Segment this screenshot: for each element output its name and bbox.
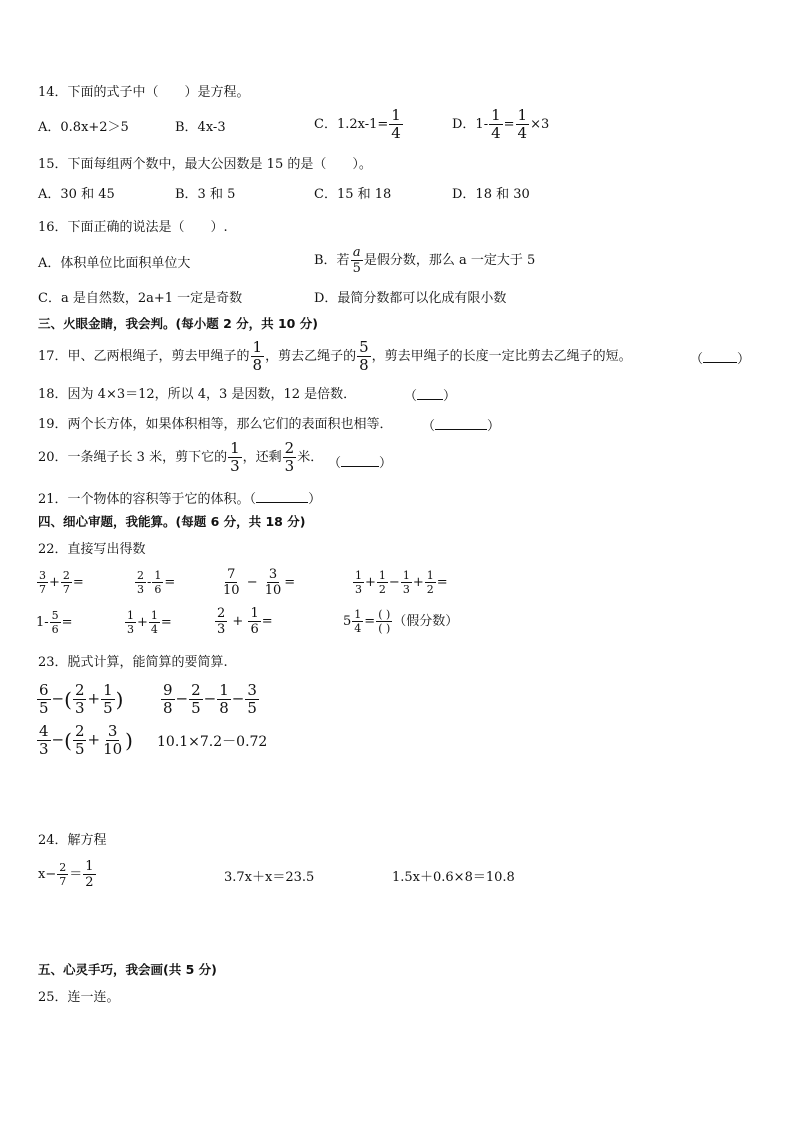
- denominator: 8: [163, 699, 173, 717]
- fraction: [37, 724, 51, 757]
- denominator: 7: [62, 583, 70, 596]
- denominator: 5: [191, 699, 201, 717]
- equals: =: [61, 615, 73, 630]
- fraction: [149, 610, 160, 635]
- fraction: [217, 683, 231, 716]
- section-5-title: 五、心灵手巧，我会画(共 5 分): [38, 962, 217, 977]
- numerator: 1: [230, 439, 240, 457]
- numerator: 1: [103, 681, 113, 699]
- q14-option-c: [314, 108, 404, 141]
- section-4-title: 四、细心审题，我能算。(每题 6 分，共 18 分): [38, 514, 306, 529]
- numerator: 3: [268, 567, 278, 582]
- q14-option-b: B．4x-3: [175, 120, 226, 135]
- numerator: 3: [247, 681, 257, 699]
- fraction: [401, 570, 412, 595]
- denominator: 6: [154, 583, 162, 596]
- denominator: 3: [127, 623, 134, 636]
- blank-line[interactable]: [341, 455, 379, 467]
- operator: +: [49, 575, 60, 590]
- q20-text-tail: 米．: [297, 450, 324, 465]
- operator: −: [203, 689, 217, 708]
- denominator: 3: [355, 583, 362, 596]
- numerator: 1: [355, 569, 362, 582]
- q24-stem: 24．解方程: [38, 833, 107, 848]
- improper-fraction-note: （假分数）: [393, 614, 459, 629]
- fraction: [37, 683, 51, 716]
- q22-item: [214, 607, 273, 636]
- paren-left: (: [64, 687, 72, 712]
- numerator: 2: [74, 681, 85, 699]
- operator: +: [87, 689, 101, 708]
- q24-equation-1: [38, 860, 97, 889]
- q23-expression-3: [36, 724, 133, 757]
- denominator-blank[interactable]: ( ): [378, 622, 391, 635]
- fraction: [353, 570, 364, 595]
- denominator: 2: [378, 583, 386, 596]
- fraction: [489, 108, 503, 141]
- numerator: 1: [154, 569, 162, 582]
- q16-option-d: D．最简分数都可以化成有限小数: [314, 291, 507, 306]
- numerator: 3: [39, 569, 46, 582]
- paren-right: ): [125, 728, 133, 753]
- operator: −: [51, 730, 65, 749]
- operator: −: [231, 689, 245, 708]
- fraction: [215, 607, 227, 636]
- numerator: 1: [250, 606, 259, 621]
- fraction: [228, 441, 242, 474]
- q17: [38, 340, 632, 373]
- q16-option-a: A．体积单位比面积单位大: [38, 256, 191, 271]
- fraction: [377, 570, 388, 595]
- fraction: [101, 683, 115, 716]
- fraction: [61, 570, 72, 595]
- q16-option-c: C．a 是自然数，2a+1 一定是奇数: [38, 291, 243, 306]
- fraction: [135, 570, 146, 595]
- denominator: 5: [74, 740, 85, 758]
- q23-stem: 23．脱式计算，能简算的要简算.: [38, 655, 228, 670]
- paren-right: ）: [737, 352, 751, 367]
- equals: =: [364, 614, 376, 629]
- equals: =: [164, 575, 176, 590]
- q16-stem: 16．下面正确的说法是（ ）.: [38, 220, 228, 235]
- q16-b-text: B．若: [314, 253, 350, 268]
- denominator: 3: [217, 622, 226, 637]
- numerator: 1: [426, 569, 434, 582]
- fraction: [125, 610, 136, 635]
- equals: =: [284, 575, 296, 590]
- operand: 1-: [36, 615, 49, 630]
- fraction: [425, 570, 436, 595]
- q15-option-d: D．18 和 30: [452, 187, 530, 202]
- denominator: 4: [391, 124, 401, 142]
- operator: −: [246, 575, 258, 590]
- fraction: [283, 441, 297, 474]
- numerator: 2: [191, 681, 201, 699]
- fraction: [57, 862, 68, 887]
- answer-fraction-blank[interactable]: [376, 609, 392, 634]
- q21-text: 21．一个物体的容积等于它的体积。: [38, 492, 250, 507]
- numerator: 1: [150, 609, 158, 622]
- q18-answer-blank[interactable]: [404, 388, 456, 403]
- numerator: 1: [491, 106, 501, 124]
- fraction: [352, 609, 363, 634]
- fraction: [263, 568, 284, 597]
- whole-number: 5: [343, 614, 352, 629]
- denominator: 5: [352, 261, 361, 276]
- q16-option-b: [314, 246, 535, 275]
- numerator-blank[interactable]: ( ): [378, 608, 391, 621]
- q20-answer-blank[interactable]: [328, 455, 392, 470]
- q14-d-text: D．1-: [452, 117, 489, 132]
- numerator: 4: [39, 722, 49, 740]
- operator: +: [365, 575, 376, 590]
- denominator: 2: [85, 875, 94, 890]
- numerator: 6: [39, 681, 49, 699]
- operator: −: [51, 689, 65, 708]
- q17-answer-blank[interactable]: [690, 351, 750, 366]
- denominator: 2: [426, 583, 434, 596]
- q20-text-mid: ，还剩: [242, 450, 282, 465]
- denominator: 8: [359, 356, 369, 374]
- fraction: [83, 860, 95, 889]
- denominator: 4: [354, 622, 362, 635]
- q22-item: [220, 568, 295, 597]
- denominator: 5: [247, 699, 257, 717]
- operator: +: [232, 614, 244, 629]
- equals: =: [436, 575, 448, 590]
- q15-stem: 15．下面每组两个数中，最大公因数是 15 的是（ ）。: [38, 157, 372, 172]
- q17-text-mid: ，剪去乙绳子的: [265, 349, 357, 364]
- operator: −: [388, 575, 400, 590]
- paren-left: （: [690, 352, 704, 367]
- q17-text: 17．甲、乙两根绳子，剪去甲绳子的: [38, 349, 250, 364]
- denominator: 4: [150, 623, 158, 636]
- blank-line[interactable]: [417, 388, 443, 400]
- q14-stem: 14．下面的式子中（ ）是方程。: [38, 85, 250, 100]
- equals: =: [72, 575, 84, 590]
- q14-option-d: [452, 108, 549, 141]
- numerator: 1: [517, 106, 528, 124]
- numerator: 5: [359, 338, 369, 356]
- denominator: 8: [252, 356, 263, 374]
- paren-left: (: [64, 728, 72, 753]
- numerator: 9: [163, 681, 173, 699]
- q24-equation-3: 1.5x＋0.6×8＝10.8: [392, 870, 515, 885]
- q18: [38, 388, 356, 401]
- section-3-title: 三、火眼金睛，我会判。(每小题 2 分，共 10 分): [38, 316, 318, 331]
- numerator: 1: [85, 859, 94, 874]
- denominator: 5: [103, 699, 113, 717]
- q22-item: [134, 570, 175, 595]
- fraction: [351, 246, 363, 275]
- denominator: 4: [517, 124, 528, 142]
- q15-option-c: C．15 和 18: [314, 187, 392, 202]
- q20-text: 20．一条绳子长 3 米，剪下它的: [38, 450, 228, 465]
- fraction: [357, 340, 371, 373]
- paren-right: ）: [379, 456, 393, 471]
- denominator: 8: [219, 699, 229, 717]
- numerator: 2: [62, 569, 70, 582]
- paren-right: ）: [443, 389, 457, 404]
- fraction: [221, 568, 242, 597]
- numerator: 2: [74, 722, 85, 740]
- numerator: 2: [217, 606, 226, 621]
- q23-expression-4: 10.1×7.2－0.72: [157, 734, 268, 750]
- paren-left: （: [328, 456, 342, 471]
- q24-equation-2: 3.7x＋x＝23.5: [224, 870, 315, 885]
- q16-b-tail: 是假分数，那么 a 一定大于 5: [363, 253, 536, 268]
- q21: [38, 491, 321, 506]
- denominator: 6: [250, 622, 259, 637]
- q23-expression-2: [160, 683, 260, 716]
- q14-option-a: A．0.8x+2＞5: [38, 120, 129, 135]
- fraction: [161, 683, 175, 716]
- operator: +: [137, 615, 148, 630]
- q14-d-tail: ×3: [530, 117, 550, 132]
- q22-item: [343, 609, 458, 634]
- denominator: 3: [137, 583, 144, 596]
- operator: −: [175, 689, 189, 708]
- blank-line[interactable]: [256, 491, 308, 503]
- numerator: 1: [219, 681, 229, 699]
- fraction: [37, 570, 48, 595]
- fraction: [189, 683, 203, 716]
- paren-left: （: [422, 419, 436, 434]
- numerator: 7: [227, 567, 236, 582]
- numerator: 1: [354, 608, 362, 621]
- operator: +: [412, 575, 424, 590]
- denominator: 5: [39, 699, 49, 717]
- denominator: 10: [264, 583, 282, 598]
- fraction: [248, 607, 260, 636]
- q15-option-a: A．30 和 45: [38, 187, 115, 202]
- denominator: 10: [103, 740, 123, 758]
- numerator: 1: [378, 569, 386, 582]
- q18-text: 18．因为 4×3＝12，所以 4，3 是因数，12 是倍数．: [38, 387, 357, 402]
- q17-text-tail: ，剪去甲绳子的长度一定比剪去乙绳子的短。: [371, 349, 632, 364]
- numerator: 3: [107, 722, 118, 740]
- equals: =: [160, 615, 172, 630]
- denominator: 3: [74, 699, 85, 717]
- q19-text: 19．两个长方体，如果体积相等，那么它们的表面积也相等．: [38, 417, 393, 432]
- numerator: 2: [59, 861, 67, 874]
- operator: +: [87, 730, 101, 749]
- q22-item: [36, 610, 73, 635]
- operand: x−: [38, 867, 57, 882]
- denominator: 4: [491, 124, 501, 142]
- denominator: 10: [223, 583, 240, 598]
- fraction: [73, 724, 87, 757]
- q22-item: [124, 610, 172, 635]
- denominator: 7: [39, 583, 46, 596]
- numerator: 2: [137, 569, 144, 582]
- denominator: 3: [402, 583, 410, 596]
- paren-left: （: [404, 389, 418, 404]
- numerator: 2: [284, 439, 295, 457]
- q14-c-text: C．1.2x-1=: [314, 117, 389, 132]
- q20: [38, 441, 323, 474]
- denominator: 3: [284, 457, 295, 475]
- q22-item: [36, 570, 84, 595]
- fraction: [50, 610, 61, 635]
- paren-right: ）: [308, 492, 322, 507]
- denominator: 6: [51, 623, 59, 636]
- numerator: 1: [391, 106, 401, 124]
- q15-option-b: B．3 和 5: [175, 187, 236, 202]
- paren-right: ）: [487, 419, 501, 434]
- paren-left: （: [249, 492, 257, 507]
- blank-line[interactable]: [703, 351, 737, 363]
- q19-answer-blank[interactable]: [422, 418, 500, 433]
- equals: ＝: [69, 867, 83, 882]
- fraction: [73, 683, 87, 716]
- paren-right: ): [115, 687, 124, 712]
- fraction: [101, 724, 124, 757]
- equals: =: [503, 117, 515, 132]
- numerator: a: [352, 245, 361, 260]
- numerator: 5: [51, 609, 59, 622]
- fraction: [152, 570, 163, 595]
- numerator: 1: [127, 609, 134, 622]
- q19: [38, 418, 393, 431]
- fraction: [389, 108, 403, 141]
- fraction: [516, 108, 530, 141]
- denominator: 7: [59, 875, 67, 888]
- denominator: 3: [39, 740, 49, 758]
- q22-item: [352, 570, 448, 595]
- q25-stem: 25．连一连。: [38, 990, 120, 1005]
- fraction: [245, 683, 259, 716]
- q23-expression-1: [36, 683, 123, 716]
- operator: -: [147, 575, 152, 590]
- fraction: [251, 340, 265, 373]
- numerator: 1: [402, 569, 410, 582]
- equals: =: [261, 614, 273, 629]
- blank-line[interactable]: [435, 418, 487, 430]
- q22-stem: 22．直接写出得数: [38, 542, 146, 557]
- denominator: 3: [230, 457, 240, 475]
- numerator: 1: [252, 338, 263, 356]
